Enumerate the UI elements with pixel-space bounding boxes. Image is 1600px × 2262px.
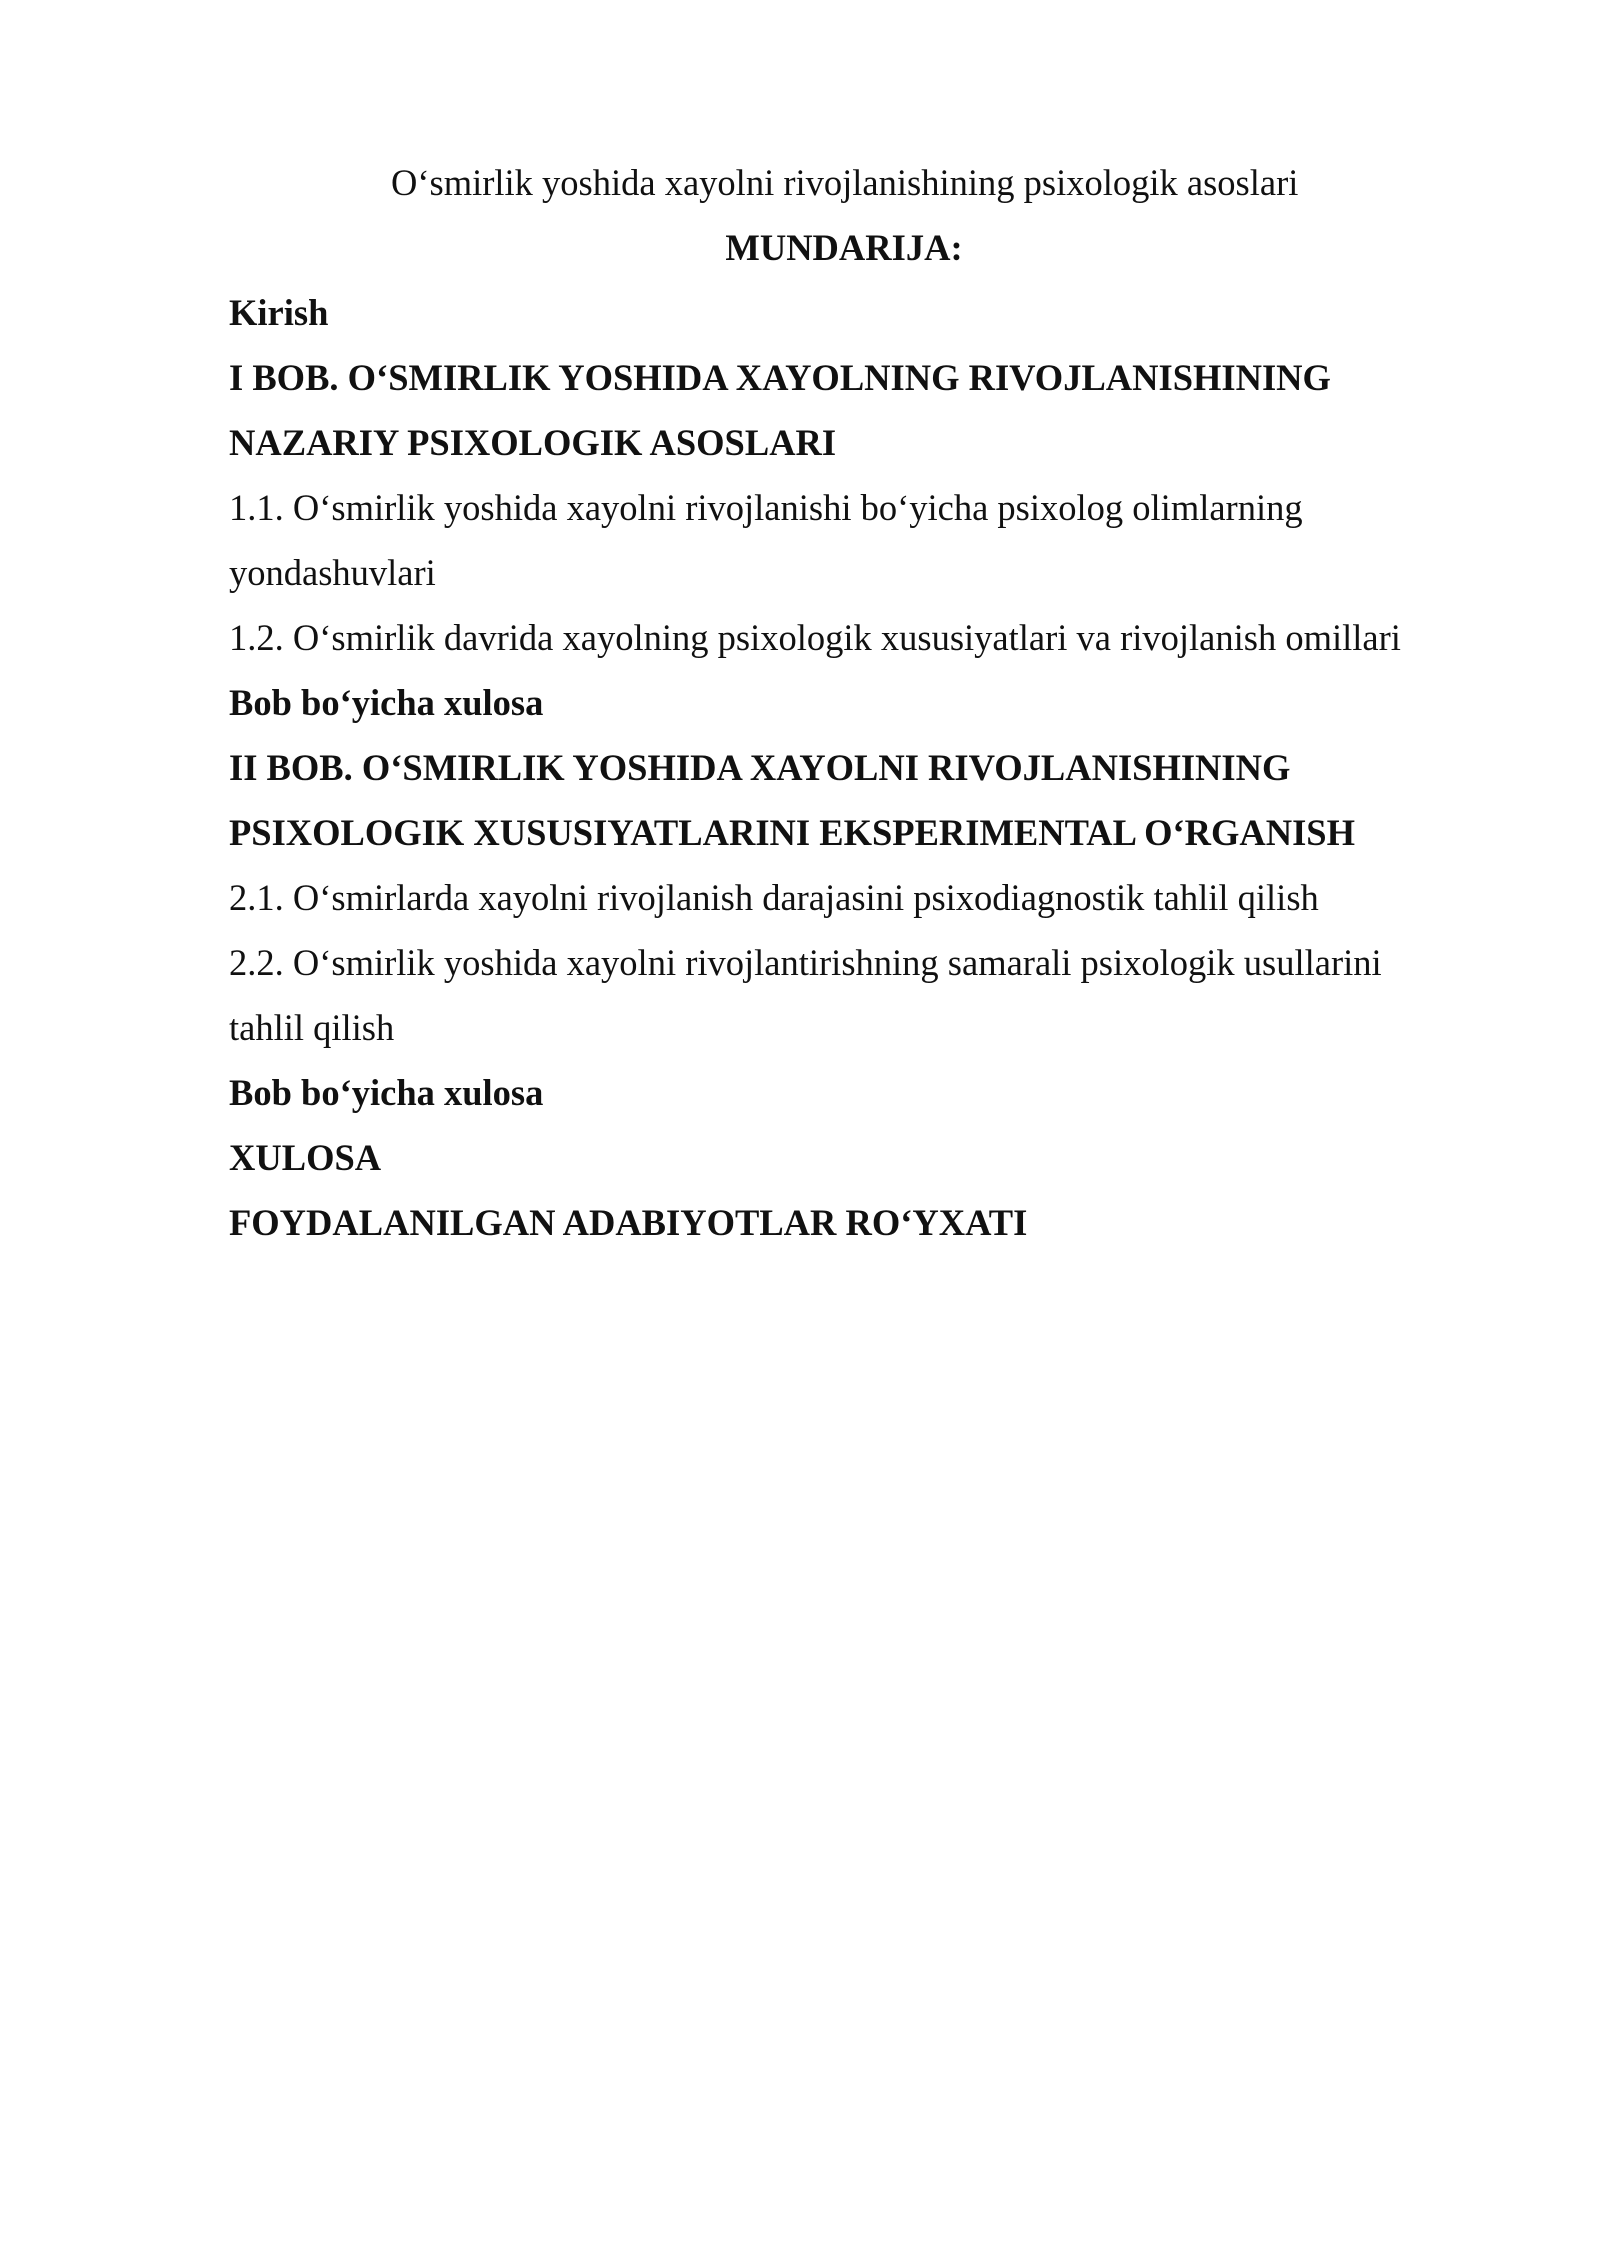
toc-entry-introduction: Kirish: [229, 292, 329, 333]
toc-section-2-2: 2.2. O‘smirlik yoshida xayolni rivojlantirishning samarali psixologik usullarini: [229, 942, 1382, 983]
toc-entry-references: FOYDALANILGAN ADABIYOTLAR RO‘YXATI: [229, 1202, 1028, 1243]
toc-entry-conclusion: XULOSA: [229, 1137, 382, 1178]
toc-chapter-1-heading-continued: NAZARIY PSIXOLOGIK ASOSLARI: [229, 422, 837, 463]
toc-chapter-1-heading: I BOB. O‘SMIRLIK YOSHIDA XAYOLNING RIVOJLANISHINING: [229, 357, 1331, 398]
contents-heading: MUNDARIJA:: [725, 227, 963, 268]
toc-chapter-2-conclusion: Bob bo‘yicha xulosa: [229, 1072, 544, 1113]
document-content: [229, 150, 1459, 1255]
toc-section-1-1-continued: yondashuvlari: [229, 552, 436, 593]
toc-chapter-2-heading: II BOB. O‘SMIRLIK YOSHIDA XAYOLNI RIVOJLANISHINING: [229, 747, 1291, 788]
document-title: O‘smirlik yoshida xayolni rivojlanishining psixologik asoslari: [391, 162, 1299, 203]
toc-section-1-2: 1.2. O‘smirlik davrida xayolning psixologik xususiyatlari va rivojlanish omillari: [229, 617, 1401, 658]
toc-chapter-1-conclusion: Bob bo‘yicha xulosa: [229, 682, 544, 723]
toc-section-2-2-continued: tahlil qilish: [229, 1007, 395, 1048]
toc-section-2-1: 2.1. O‘smirlarda xayolni rivojlanish darajasini psixodiagnostik tahlil qilish: [229, 877, 1319, 918]
toc-chapter-2-heading-continued: PSIXOLOGIK XUSUSIYATLARINI EKSPERIMENTAL O‘RGANISH: [229, 812, 1355, 853]
toc-section-1-1: 1.1. O‘smirlik yoshida xayolni rivojlanishi bo‘yicha psixolog olimlarning: [229, 487, 1303, 528]
